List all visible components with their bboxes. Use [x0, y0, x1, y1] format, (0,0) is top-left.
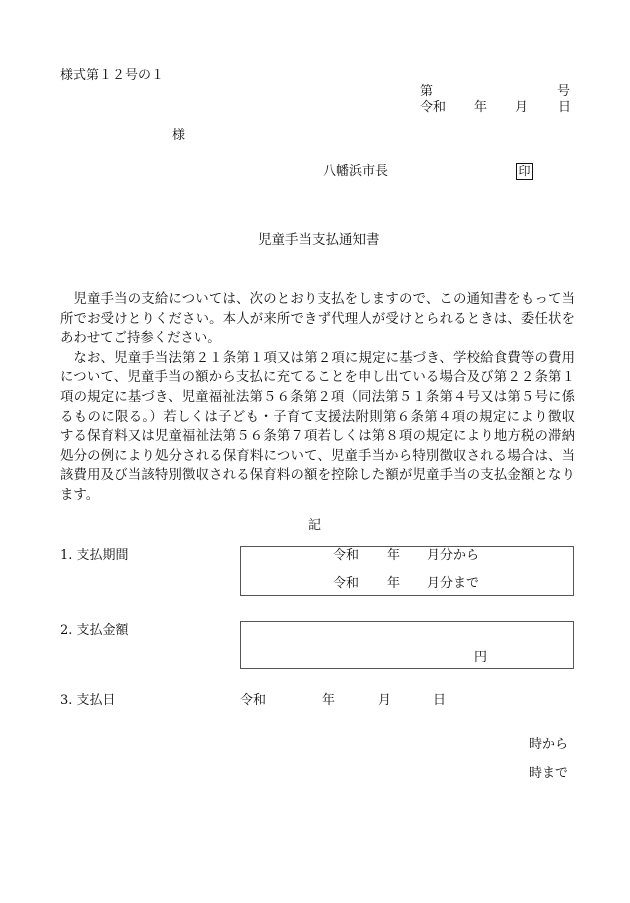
- addressee-honorific: 様: [172, 128, 186, 143]
- payment-day-day: 日: [433, 693, 447, 708]
- period-from-era: 令和: [333, 548, 360, 563]
- issue-date-year: 年: [474, 100, 488, 115]
- period-from-month: 月分から: [427, 548, 480, 563]
- payment-period-box: [240, 546, 574, 596]
- payment-amount-label: 2. 支払金額: [60, 623, 129, 638]
- payment-day-era: 令和: [240, 693, 267, 708]
- payment-time-to: 時まで: [529, 766, 569, 781]
- notice-paragraph-1: 児童手当の支給については、次のとおり支払をしますので、この通知書をもって当所でお受けとりください。本人が来所できず代理人が受けとられるときは、委任状をあわせてご持参ください。: [60, 292, 575, 347]
- ki-heading: 記: [308, 518, 322, 533]
- payment-day-year: 年: [322, 693, 336, 708]
- payment-amount-box: [240, 621, 574, 669]
- payment-period-label: 1. 支払期間: [60, 548, 129, 563]
- payment-time-from: 時から: [529, 737, 569, 752]
- period-to-era: 令和: [333, 576, 360, 591]
- seal-mark: 印: [516, 163, 533, 180]
- issue-date-era: 令和: [420, 100, 447, 115]
- issue-date-day: 日: [558, 100, 572, 115]
- document-number-suffix: 号: [556, 84, 570, 99]
- payment-amount-unit: 円: [474, 650, 488, 665]
- payment-day-month: 月: [378, 693, 392, 708]
- period-from-year: 年: [387, 548, 401, 563]
- notice-paragraph-2: なお、児童手当法第２１条第１項又は第２項に規定に基づき、学校給食費等の費用について、児童手当の額から支払に充てることを申し出ている場合及び第２２条第１項の規定に基づき、児童福祉法第５６条第２項（同法第５１条第４号又は第５号に係るものに限る。）若しくは子ども・子育て支援法附則第６条第４項の規定により徴収する保育料又は児童福祉法第５６条第７項若しくは第８項の規定により地方税の滞納処分の例により処分される保育料について、児童手当から特別徴収される場合は、当該費用及び当該特別徴収される保育料の額を控除した額が児童手当の支払金額となります。: [60, 350, 575, 503]
- issue-date-month: 月: [515, 100, 529, 115]
- issuer-name: 八幡浜市長: [323, 164, 389, 179]
- period-to-year: 年: [387, 576, 401, 591]
- payment-day-label: 3. 支払日: [60, 693, 116, 708]
- notice-body: [60, 290, 575, 506]
- document-title: 児童手当支払通知書: [258, 232, 380, 248]
- period-to-month: 月分まで: [427, 576, 480, 591]
- document-number-prefix: 第: [420, 84, 434, 99]
- form-number: 様式第１２号の１: [60, 68, 165, 83]
